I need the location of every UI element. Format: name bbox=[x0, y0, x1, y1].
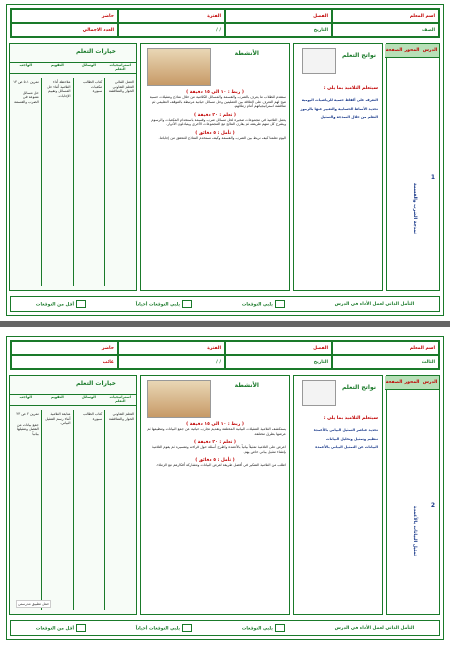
checkbox-sometimes-2[interactable] bbox=[182, 624, 192, 632]
page-separator bbox=[0, 321, 450, 327]
objectives-title-2: نواتج التعلم bbox=[341, 384, 376, 391]
header-unit-2: الفصل bbox=[225, 341, 332, 355]
objective-2-2: تنظيم وتمثيل وتحليل البيانات bbox=[326, 436, 378, 441]
header-present-2: حاضر bbox=[11, 341, 118, 355]
objective-1: التعرف على ألفاظ حسية للرياضيات اليومية bbox=[301, 98, 378, 102]
footer-sometimes-2: يلبي التوقعات أحياناً bbox=[135, 626, 181, 632]
lesson-column-2 bbox=[386, 375, 440, 615]
tool-2: مكعبات bbox=[91, 84, 103, 89]
objective-2: تحديد الأنماط الحسابية والتعبير عنها بالرموز bbox=[300, 106, 378, 111]
choices-column-2 bbox=[9, 375, 137, 615]
block3-title-2: ( تأمل : ٥ دقائق ) bbox=[195, 458, 235, 464]
homework-text-2: تمرين ٢ ص ٢٣ bbox=[16, 412, 39, 416]
block3-title: ( تأمل : ٥ دقائق ) bbox=[195, 130, 235, 136]
header-subject: الصف bbox=[332, 23, 439, 37]
block2-text-2: اعرض على التلاميذ تمثيلاً بيانياً بالأعمدة واطرح أسئلة حول قراءته وتفسيره ثم يقوم التلاميذ بإنشاء تمثيل بياني خاص بهم. bbox=[151, 445, 286, 454]
objectives-title: نواتج التعلم bbox=[341, 52, 376, 59]
footer-reflection-2: التأمل الذاتي لعمل الأداء في الدرس bbox=[334, 625, 415, 631]
strategy-2-1: التعلم التعاوني bbox=[112, 412, 134, 416]
axis-label: المحور bbox=[403, 44, 421, 58]
footer-below: أقل من التوقعات bbox=[35, 302, 74, 308]
header-date-sep-2: / / bbox=[118, 355, 225, 369]
block3-text: اليوم تعلمنا كيف نربط بين الضرب والقسمة وكيف نستخدم النماذج للتحقق من إجاباتنا. bbox=[158, 135, 286, 140]
choices-title-2: خيارات التعلم bbox=[76, 380, 116, 387]
header-date-2: التاريخ bbox=[225, 355, 332, 369]
choices-text-2: جمع بيانات من الفصل وتمثيلها بيانياً bbox=[16, 422, 39, 436]
header-grid-2 bbox=[10, 340, 440, 370]
tool-3: سبورة bbox=[92, 89, 103, 94]
tool-2-2: سبورة bbox=[92, 416, 103, 421]
app-store-badge[interactable]: حمل تطبيق مدرستي bbox=[18, 602, 50, 606]
checkbox-sometimes[interactable] bbox=[182, 300, 192, 308]
strategy-1: العمل الثنائي bbox=[114, 80, 134, 84]
objective-2-3: البيانات عن التمثيل البياني بالأعمدة bbox=[315, 445, 378, 450]
block1-title: ( ربط : ١٠ الى ١٥ دقيقة ) bbox=[186, 90, 244, 95]
eval-text: ملاحظة أداء التلاميذ أثناء حل المسائل وتقييم الإجابات. bbox=[47, 80, 71, 98]
homework-head-2: الواجب bbox=[19, 395, 32, 399]
block1-title-2: ( ربط : ١٠ الى ١٥ دقيقة ) bbox=[186, 422, 244, 427]
activities-column-2 bbox=[140, 375, 290, 615]
header-unit: الفصل bbox=[225, 9, 332, 23]
tools-head-2: الوسائل bbox=[81, 395, 96, 399]
lesson-plan-page-1 bbox=[6, 4, 444, 316]
lesson-plan-page-2 bbox=[6, 336, 444, 640]
eval-text-2: متابعة التلاميذ أثناء رسم التمثيل البياني. bbox=[45, 412, 71, 426]
lesson-label: الدرس bbox=[421, 44, 439, 58]
checkbox-meets[interactable] bbox=[275, 300, 285, 308]
objectives-heading-2: سيتعلم التلاميذ بما يلي : bbox=[323, 416, 378, 421]
objective-3: التعلم من خلال النمذجة والتمثيل bbox=[320, 115, 378, 120]
block1-text-2: يستكشف التلاميذ التمثيلات البيانية المختلفة وتقديم تجارب حياتية عن جمع البيانات وتنظيمها ثم عرضها بطرق مختلفة. bbox=[147, 427, 286, 436]
homework-head: الواجب bbox=[19, 63, 32, 67]
eval-head-2: التقويم bbox=[50, 395, 64, 399]
lesson-label-2: الدرس bbox=[421, 376, 439, 390]
block2-title: ( تعلم : ٢٠ دقيقة ) bbox=[194, 112, 236, 118]
lesson-column bbox=[386, 43, 440, 291]
activities-title: الأنشطة bbox=[234, 50, 259, 57]
header-date-sep: / / bbox=[118, 23, 225, 37]
lesson-number: 1 bbox=[430, 174, 435, 181]
lesson-number-2: 2 bbox=[430, 502, 435, 509]
footer-meets: يلبي التوقعات bbox=[241, 302, 273, 308]
objectives-column bbox=[293, 43, 383, 291]
target-image-2 bbox=[302, 380, 336, 406]
block2-text: يعمل التلاميذ في مجموعات صغيرة لحل مسائل ضرب وقسمة باستخدام المكعبات والرسوم ويشرح كل منهم طريقته ثم يقارن النتائج مع المجموعات الأخرى ويتبادلون الأدوار. bbox=[151, 117, 286, 127]
choices-text: حل مسائل متنوعة في الضرب والقسمة bbox=[14, 90, 39, 104]
axis-label-2: المحور bbox=[403, 376, 421, 390]
header-absent-2: غائب bbox=[11, 355, 118, 369]
tools-head: الوسائل bbox=[81, 63, 96, 67]
activities-title-2: الأنشطة bbox=[234, 382, 259, 389]
header-period: الفترة bbox=[118, 9, 225, 23]
block2-title-2: ( تعلم : ٢٠ دقيقة ) bbox=[194, 440, 236, 446]
footer-meets-2: يلبي التوقعات bbox=[241, 626, 273, 632]
footer-bar bbox=[10, 296, 440, 312]
checkbox-meets-2[interactable] bbox=[275, 624, 285, 632]
footer-reflection: التأمل الذاتي لعمل الأداء في الدرس bbox=[334, 301, 415, 307]
header-teacher: اسم المعلم bbox=[332, 9, 439, 23]
classroom-image-2 bbox=[147, 380, 211, 418]
lesson-title-2: تمثيل البيانات بالأعمدة bbox=[412, 505, 417, 556]
footer-below-2: أقل من التوقعات bbox=[35, 626, 74, 632]
header-grid bbox=[10, 8, 440, 38]
strategy-2-2: الحوار والمناقشة bbox=[108, 416, 134, 421]
pages-label: الصفحة bbox=[385, 44, 403, 58]
tool-2-1: كتاب الطالب bbox=[83, 412, 103, 416]
tool-1: كتاب الطالب bbox=[83, 80, 103, 84]
choices-title: خيارات التعلم bbox=[76, 48, 116, 55]
block3-text-2: اطلب من التلاميذ التفكير في أفضل طريقة لعرض البيانات ومشاركة أفكارهم مع الزملاء. bbox=[155, 463, 286, 468]
strategies-head-2: استراتيجيات التعلم bbox=[109, 395, 132, 403]
pages-label-2: الصفحة bbox=[385, 376, 403, 390]
header-present: حاضر bbox=[11, 9, 118, 23]
strategies-head: استراتيجيات التعلم bbox=[109, 63, 132, 71]
eval-head: التقويم bbox=[50, 63, 64, 67]
footer-sometimes: يلبي التوقعات أحياناً bbox=[135, 302, 181, 308]
target-image bbox=[302, 48, 336, 74]
header-date: التاريخ bbox=[225, 23, 332, 37]
objectives-column-2 bbox=[293, 375, 383, 615]
objectives-heading: سيتعلم التلاميذ بما يلي : bbox=[323, 86, 378, 91]
activities-column bbox=[140, 43, 290, 291]
choices-column bbox=[9, 43, 137, 291]
lesson-title: نمذجة الضرب والقسمة bbox=[412, 183, 417, 234]
objective-2-1: تحديد عناصر التمثيل البياني بالأعمدة bbox=[313, 428, 378, 432]
strategy-2: التعلم التعاوني bbox=[112, 84, 134, 89]
checkbox-below-2[interactable] bbox=[76, 624, 86, 632]
classroom-image bbox=[147, 48, 211, 86]
checkbox-below[interactable] bbox=[76, 300, 86, 308]
strategy-3: الحوار والمناقشة bbox=[108, 89, 134, 94]
footer-bar-2 bbox=[10, 620, 440, 636]
header-total: العدد الاجمالي bbox=[11, 23, 118, 37]
homework-text: تمرين ١-٥ ص ١٣ bbox=[13, 80, 39, 84]
header-teacher-2: اسم المعلم bbox=[332, 341, 439, 355]
header-grade-2: الثالث bbox=[332, 355, 439, 369]
header-period-2: الفترة bbox=[118, 341, 225, 355]
block1-text: ستقدم للطلاب ما يعرف بالضرب والقسمة والمسائل الكلامية من خلال نماذج وتمثيلات حسية تتيح لهم التعرف على العلاقة بين العمليتين وحل مسائل حياتية مرتبطة بالموقف التعليمي ثم مناقشة استراتيجياتهم أمام زملائهم. bbox=[149, 95, 286, 109]
